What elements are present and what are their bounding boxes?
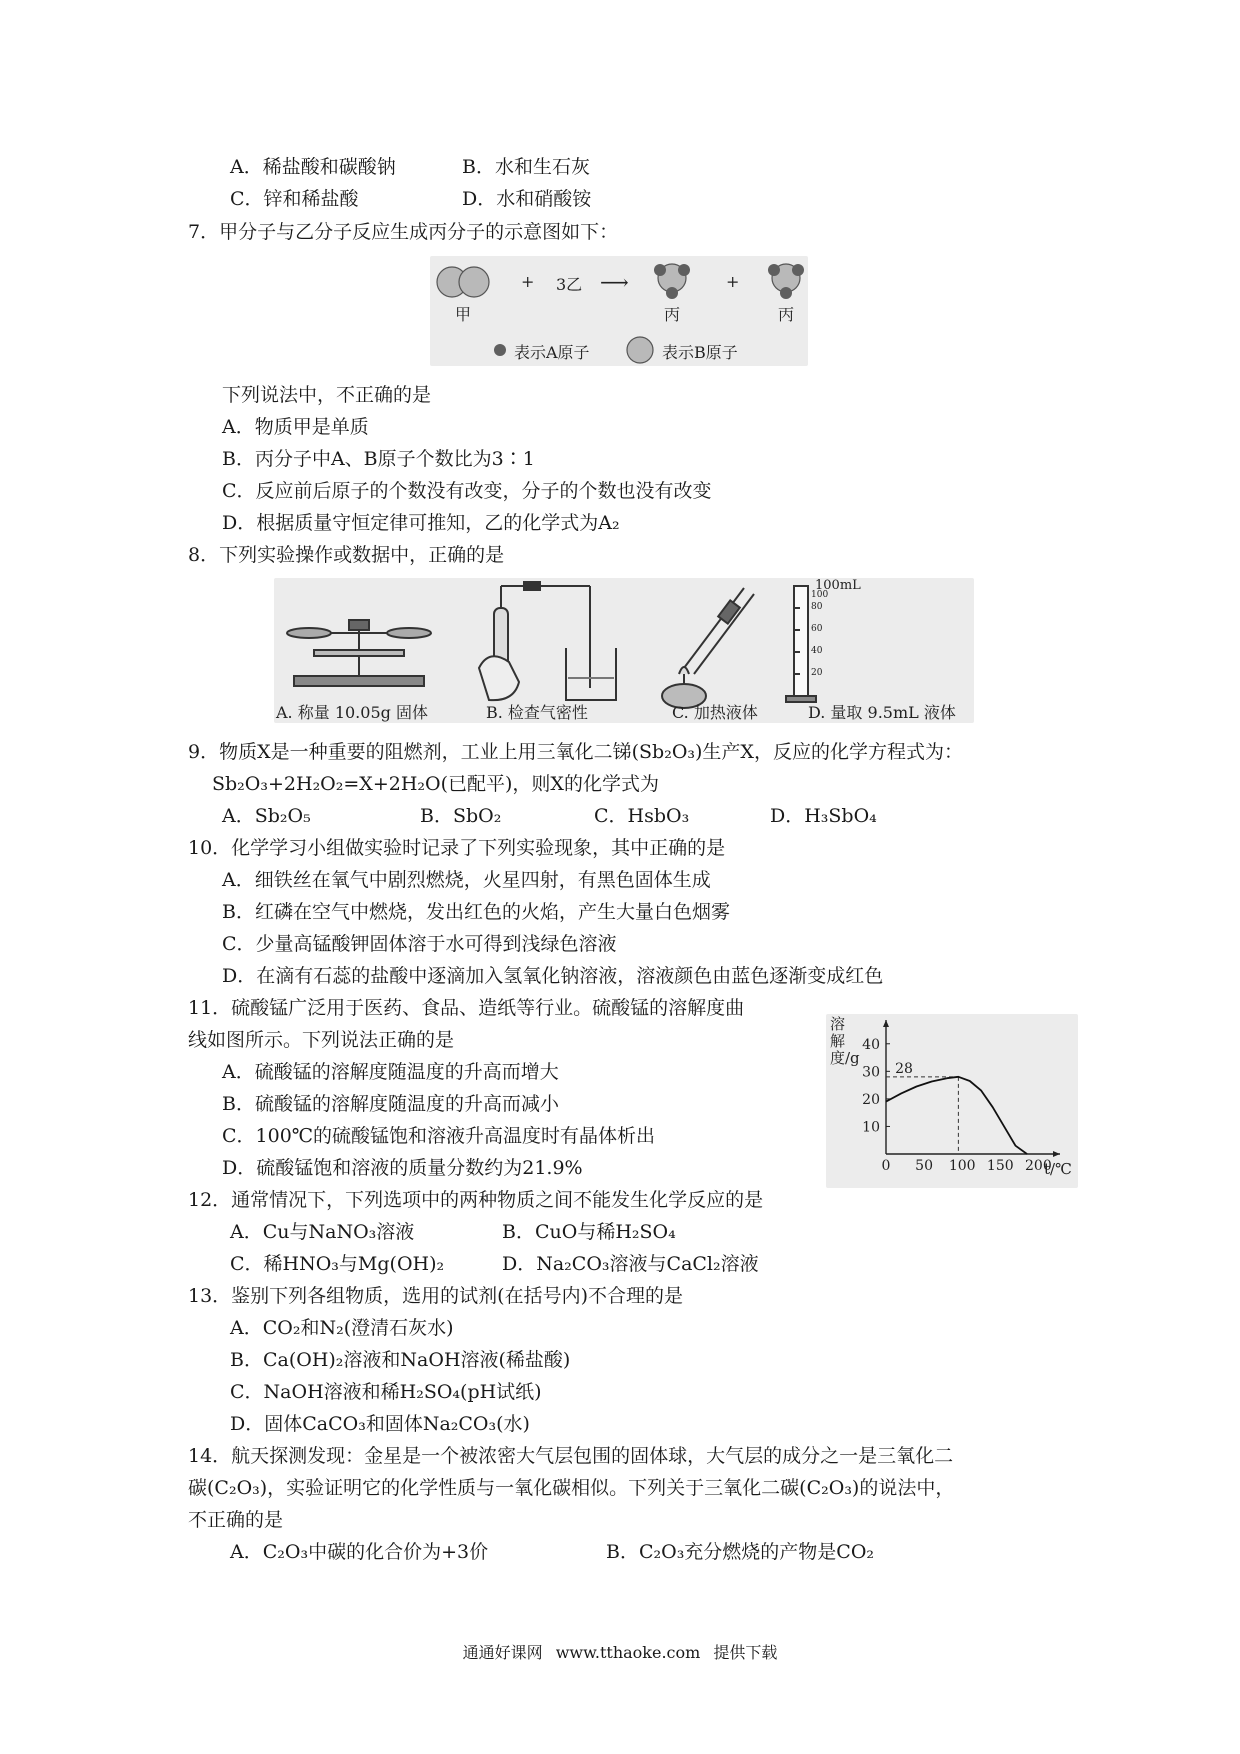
q13-option-c: C．NaOH溶液和稀H₂SO₄(pH试纸) bbox=[230, 1381, 542, 1403]
q9-option-d: D．H₃SbO₄ bbox=[770, 805, 877, 827]
q12-option-b: B．CuO与稀H₂SO₄ bbox=[502, 1221, 676, 1243]
q13-option-b: B．Ca(OH)₂溶液和NaOH溶液(稀盐酸) bbox=[230, 1349, 571, 1371]
q13-option-d: D．固体CaCO₃和固体Na₂CO₃(水) bbox=[230, 1413, 530, 1435]
x-tick-label: 0 bbox=[881, 1158, 891, 1174]
caption-d: D. 量取 9.5mL 液体 bbox=[808, 703, 956, 722]
q12-option-a: A．Cu与NaNO₃溶液 bbox=[230, 1221, 415, 1243]
q8-apparatus-figure bbox=[274, 578, 974, 723]
q6-option-d: D．水和硝酸铵 bbox=[462, 188, 592, 210]
solubility-chart-svg bbox=[826, 1014, 1078, 1188]
cylinder-tick: 20 bbox=[811, 668, 823, 678]
caption-a: A. 称量 10.05g 固体 bbox=[276, 703, 428, 722]
footer-site-name: 通通好课网 bbox=[462, 1643, 543, 1662]
q14-line-2: 碳(C₂O₃)，实验证明它的化学性质与一氧化碳相似。下列关于三氧化二碳(C₂O₃)的说法中， bbox=[188, 1477, 955, 1499]
label-bing-1: 丙 bbox=[664, 305, 681, 324]
atom-a bbox=[792, 264, 804, 276]
cylinder-tick: 60 bbox=[811, 624, 823, 634]
q14-line-1: 14．航天探测发现：金星是一个被浓密大气层包围的固体球，大气层的成分之一是三氧化二 bbox=[188, 1445, 954, 1467]
q7-option-b: B．丙分子中A、B原子个数比为3∶1 bbox=[222, 448, 535, 470]
q12-stem: 12．通常情况下，下列选项中的两种物质之间不能发生化学反应的是 bbox=[188, 1189, 764, 1211]
x-tick-label: 100 bbox=[948, 1158, 976, 1174]
footer-suffix: 提供下载 bbox=[713, 1643, 778, 1662]
y-tick-label: 20 bbox=[862, 1091, 880, 1108]
reaction-arrow: ⟶ bbox=[600, 270, 629, 294]
q7-reaction-figure bbox=[430, 256, 808, 366]
q11-option-c: C．100℃的硫酸锰饱和溶液升高温度时有晶体析出 bbox=[222, 1125, 656, 1147]
q6-option-c: C．锌和稀盐酸 bbox=[230, 188, 359, 210]
q7-option-c: C．反应前后原子的个数没有改变，分子的个数也没有改变 bbox=[222, 480, 712, 502]
y-axis-label: 溶解度/g bbox=[830, 1015, 860, 1067]
label-jia: 甲 bbox=[455, 305, 472, 324]
legend-a-label: 表示A原子 bbox=[514, 343, 590, 362]
q9-option-b: B．SbO₂ bbox=[420, 805, 502, 827]
q11-stem-line-1: 11．硫酸锰广泛用于医药、食品、造纸等行业。硫酸锰的溶解度曲 bbox=[188, 997, 745, 1019]
cylinder-tick: 100 bbox=[811, 590, 829, 600]
atom-a bbox=[666, 287, 678, 299]
q9-option-c: C．HsbO₃ bbox=[594, 805, 690, 827]
q12-option-c: C．稀HNO₃与Mg(OH)₂ bbox=[230, 1253, 445, 1275]
solubility-chart bbox=[826, 1014, 1078, 1188]
x-axis-arrow bbox=[1053, 1151, 1060, 1157]
label-bing-2: 丙 bbox=[778, 305, 795, 324]
q12-option-d: D．Na₂CO₃溶液与CaCl₂溶液 bbox=[502, 1253, 759, 1275]
q11-option-d: D．硫酸锰饱和溶液的质量分数约为21.9% bbox=[222, 1157, 583, 1179]
q7-stem: 7．甲分子与乙分子反应生成丙分子的示意图如下： bbox=[188, 221, 619, 243]
airtightness-setup-icon bbox=[479, 582, 616, 700]
q8-stem: 8．下列实验操作或数据中，正确的是 bbox=[188, 544, 505, 566]
legend-atom-b-icon bbox=[627, 337, 653, 363]
x-tick-label: 50 bbox=[915, 1158, 934, 1174]
q14-line-3: 不正确的是 bbox=[188, 1509, 284, 1531]
q6-option-b: B．水和生石灰 bbox=[462, 156, 590, 178]
caption-c: C. 加热液体 bbox=[672, 703, 758, 722]
footer-url[interactable]: www.tthaoke.com bbox=[555, 1643, 701, 1662]
peak-annotation: 28 bbox=[895, 1060, 913, 1077]
q7-prompt: 下列说法中，不正确的是 bbox=[222, 384, 432, 406]
q14-option-a: A．C₂O₃中碳的化合价为+3价 bbox=[230, 1541, 489, 1563]
plus-sign-2: + bbox=[726, 272, 740, 291]
y-tick-label: 10 bbox=[862, 1119, 880, 1136]
legend-b-label: 表示B原子 bbox=[662, 343, 738, 362]
atom-a bbox=[654, 264, 666, 276]
q13-option-a: A．CO₂和N₂(澄清石灰水) bbox=[230, 1317, 454, 1339]
atom-a bbox=[768, 264, 780, 276]
solubility-curve bbox=[886, 1077, 1027, 1154]
caption-b: B. 检查气密性 bbox=[486, 703, 588, 722]
cylinder-tick: 40 bbox=[811, 646, 823, 656]
balance-icon bbox=[287, 620, 431, 686]
reactant-2-label: 3乙 bbox=[556, 275, 583, 294]
x-axis-label: t/℃ bbox=[1044, 1160, 1072, 1178]
q9-stem: 9．物质X是一种重要的阻燃剂，工业上用三氧化二锑(Sb₂O₃)生产X，反应的化学方程式为： bbox=[188, 741, 963, 763]
q9-equation: Sb₂O₃+2H₂O₂=X+2H₂O(已配平)，则X的化学式为 bbox=[212, 773, 659, 795]
q7-option-a: A．物质甲是单质 bbox=[222, 416, 369, 438]
q10-option-c: C．少量高锰酸钾固体溶于水可得到浅绿色溶液 bbox=[222, 933, 617, 955]
atom-a bbox=[780, 287, 792, 299]
x-tick-label: 200 bbox=[1025, 1158, 1052, 1174]
y-axis-arrow bbox=[883, 1020, 889, 1027]
plus-sign: + bbox=[521, 272, 535, 291]
q11-stem-line-2: 线如图所示。下列说法正确的是 bbox=[188, 1029, 455, 1051]
atom-b bbox=[459, 267, 489, 297]
q6-option-a: A．稀盐酸和碳酸钠 bbox=[230, 156, 396, 178]
page-footer bbox=[0, 1640, 1240, 1663]
q7-option-d: D．根据质量守恒定律可推知，乙的化学式为A₂ bbox=[222, 512, 620, 534]
cylinder-tick: 80 bbox=[811, 602, 823, 612]
q14-option-b: B．C₂O₃充分燃烧的产物是CO₂ bbox=[606, 1541, 875, 1563]
q10-option-a: A．细铁丝在氧气中剧烈燃烧，火星四射，有黑色固体生成 bbox=[222, 869, 711, 891]
q13-stem: 13．鉴别下列各组物质，选用的试剂(在括号内)不合理的是 bbox=[188, 1285, 684, 1307]
q10-option-b: B．红磷在空气中燃烧，发出红色的火焰，产生大量白色烟雾 bbox=[222, 901, 730, 923]
y-tick-label: 30 bbox=[862, 1064, 880, 1081]
legend-atom-a-icon bbox=[494, 344, 506, 356]
q9-option-a: A．Sb₂O₅ bbox=[222, 805, 311, 827]
q10-stem: 10．化学学习小组做实验时记录了下列实验现象，其中正确的是 bbox=[188, 837, 726, 859]
heating-liquid-icon bbox=[662, 588, 754, 708]
atom-a bbox=[678, 264, 690, 276]
x-tick-label: 150 bbox=[986, 1158, 1014, 1174]
cylinder-capacity-label: 100mL bbox=[815, 578, 861, 593]
q11-option-b: B．硫酸锰的溶解度随温度的升高而减小 bbox=[222, 1093, 559, 1115]
q11-option-a: A．硫酸锰的溶解度随温度的升高而增大 bbox=[222, 1061, 559, 1083]
q10-option-d: D．在滴有石蕊的盐酸中逐滴加入氢氧化钠溶液，溶液颜色由蓝色逐渐变成红色 bbox=[222, 965, 884, 987]
y-tick-label: 40 bbox=[862, 1036, 880, 1053]
